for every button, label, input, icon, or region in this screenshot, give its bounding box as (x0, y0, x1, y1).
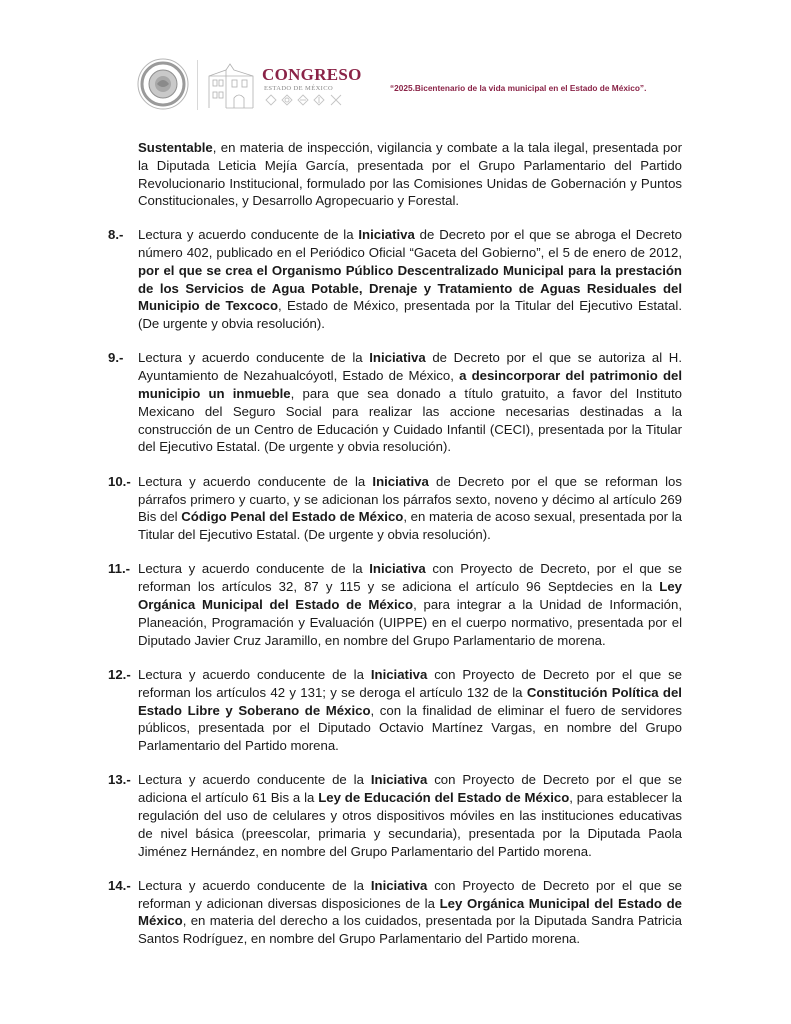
agenda-items-list (108, 226, 682, 948)
text-segment: , para integrar a la Unidad de Información, Planeación, Programación y Evaluación (UIPPE) en el cuerpo normativo, presentada por el Diputado Javier Cruz Jaramillo, en nombre del Grupo Parlamentario de morena. (138, 597, 682, 648)
text-segment: Lectura y acuerdo conducente de la (138, 772, 371, 788)
bold-text: Ley de Educación del Estado de México (318, 790, 570, 806)
bold-text: Iniciativa (369, 350, 426, 366)
text-segment: , con la finalidad de eliminar el fuero de servidores públicos, presentada por el Diputado Octavio Martínez Vargas, en nombre del Grupo Parlamentario del Partido morena. (138, 702, 682, 754)
bold-text: Iniciativa (370, 877, 428, 893)
text-segment: Lectura y acuerdo conducente de la (138, 877, 371, 893)
bold-text: Iniciativa (370, 666, 428, 682)
text-segment: Lectura y acuerdo conducente de la (138, 666, 371, 682)
agenda-item-text (138, 877, 682, 948)
document-body (108, 139, 682, 965)
text-segment: de Decreto por el que se abroga el Decreto número 402, publicado en el Periódico Oficial “Gaceta del Gobierno”, el 5 de enero de 2012, (138, 227, 682, 260)
text-segment: de Decreto por el que se reforman los párrafos primero y cuarto, y se adicionan los párrafos sexto, noveno y décimo al artículo 269 Bis del (138, 473, 682, 525)
bold-text: por el que se crea el Organismo Público Descentralizado Municipal para la prestación de los Servicios de Agua Potable, Drenaje y Tratamiento de Aguas Residuales del Municipio de Texcoco (138, 262, 682, 314)
agenda-item-text (138, 560, 682, 649)
bold-text: Iniciativa (369, 561, 426, 577)
text-segment: , para establecer la regulación del uso de celulares y otros dispositivos móviles en las instituciones educativas de nivel básica (preescolar, primaria y secundaria), presentada por la Diputada Paola Jiménez Hernández, en nombre del Grupo Parlamentario del Partido morena. (138, 790, 682, 859)
text-segment: Lectura y acuerdo conducente de la (138, 227, 359, 243)
congress-building-icon (206, 62, 256, 110)
bold-text: Ley Orgánica Municipal del Estado de México (138, 579, 682, 613)
text-segment: con Proyecto de Decreto por el que se reforman los artículos 42 y 131; y se deroga el artículo 132 de la (138, 666, 682, 700)
agenda-item-number: 10.- (108, 473, 131, 489)
text-segment: Lectura y acuerdo conducente de la (138, 473, 373, 489)
text-segment: Lectura y acuerdo conducente de la (138, 350, 370, 366)
text-segment: con Proyecto de Decreto por el que se adiciona el artículo 61 Bis a la (138, 772, 682, 806)
agenda-item (108, 349, 682, 456)
state-seal-icon (137, 58, 189, 110)
agenda-item (108, 226, 682, 333)
agenda-item-text (138, 473, 682, 544)
bold-text: Iniciativa (372, 473, 429, 489)
bold-text: Iniciativa (358, 227, 415, 243)
agenda-item (108, 560, 682, 649)
header-divider (197, 60, 198, 110)
text-segment: , en materia de acoso sexual, presentada por la Titular del Ejecutivo Estatal. (De urgente y obvia resolución). (138, 509, 682, 543)
text-segment: con Proyecto de Decreto por el que se reforman y adicionan diversas disposiciones de la (138, 877, 682, 911)
bold-text: a desincorporar del patrimonio del municipio un inmueble (138, 368, 683, 402)
text-segment: , en materia de inspección, vigilancia y combate a la tala ilegal, presentada por la Diputada Leticia Mejía García, presentada por el Grupo Parlamentario del Partido Revolucionario Institucional, formulado por las Comisiones Unidas de Gobernación y Puntos Constitucionales, y Desarrollo Agropecuario y Forestal. (138, 140, 682, 209)
bold-text: Ley Orgánica Municipal del Estado de México (138, 895, 682, 929)
agenda-item-text (138, 226, 682, 333)
institution-subtitle: ESTADO DE MÉXICO (264, 85, 334, 92)
agenda-item-text (138, 349, 682, 456)
commemorative-motto: “2025.Bicentenario de la vida municipal en el Estado de México”. (390, 83, 647, 93)
agenda-item-number: 11.- (108, 561, 130, 577)
bold-text: Constitución Política del Estado Libre y Soberano de México (138, 684, 682, 718)
page-header (0, 0, 791, 120)
agenda-item-text (138, 771, 682, 860)
ornament-icons (265, 94, 345, 106)
agenda-item-text (138, 666, 682, 755)
bold-text: Sustentable (138, 140, 213, 155)
agenda-item-number: 12.- (108, 666, 131, 682)
text-segment: Lectura y acuerdo conducente de la (138, 561, 370, 577)
text-segment: de Decreto por el que se autoriza al H. Ayuntamiento de Nezahualcóyotl, Estado de México, (138, 350, 682, 384)
institution-name: CONGRESO (262, 65, 362, 84)
text-segment: , en materia del derecho a los cuidados, presentada por la Diputada Sandra Patricia Santos Rodríguez, en nombre del Grupo Parlamentario del Partido morena. (138, 913, 682, 947)
continued-paragraph (108, 139, 682, 210)
text-segment: , para que sea donado a título gratuito, a favor del Instituto Mexicano del Seguro Social para realizar las accione necesarias destinadas a la construcción de un Centro de Educación y Cuidado Infantil (CECI), presentada por la Titular del Ejecutivo Estatal. (De urgente y obvia resolución). (138, 386, 682, 455)
agenda-item-number: 13.- (108, 772, 131, 788)
agenda-item-number: 9.- (108, 350, 124, 366)
bold-text: Código Penal del Estado de México (181, 509, 404, 525)
bold-text: Iniciativa (370, 772, 428, 788)
agenda-item-number: 8.- (108, 227, 124, 243)
agenda-item-number: 14.- (108, 877, 131, 893)
agenda-item (108, 877, 682, 948)
agenda-item (108, 473, 682, 544)
agenda-item (108, 771, 682, 860)
agenda-item (108, 666, 682, 755)
text-segment: con Proyecto de Decreto, por el que se reforman los artículos 32, 87 y 115 y se adiciona el artículo 96 Septdecies en la (138, 561, 682, 595)
text-segment: , Estado de México, presentada por la Titular del Ejecutivo Estatal. (De urgente y obvia resolución). (138, 298, 682, 332)
